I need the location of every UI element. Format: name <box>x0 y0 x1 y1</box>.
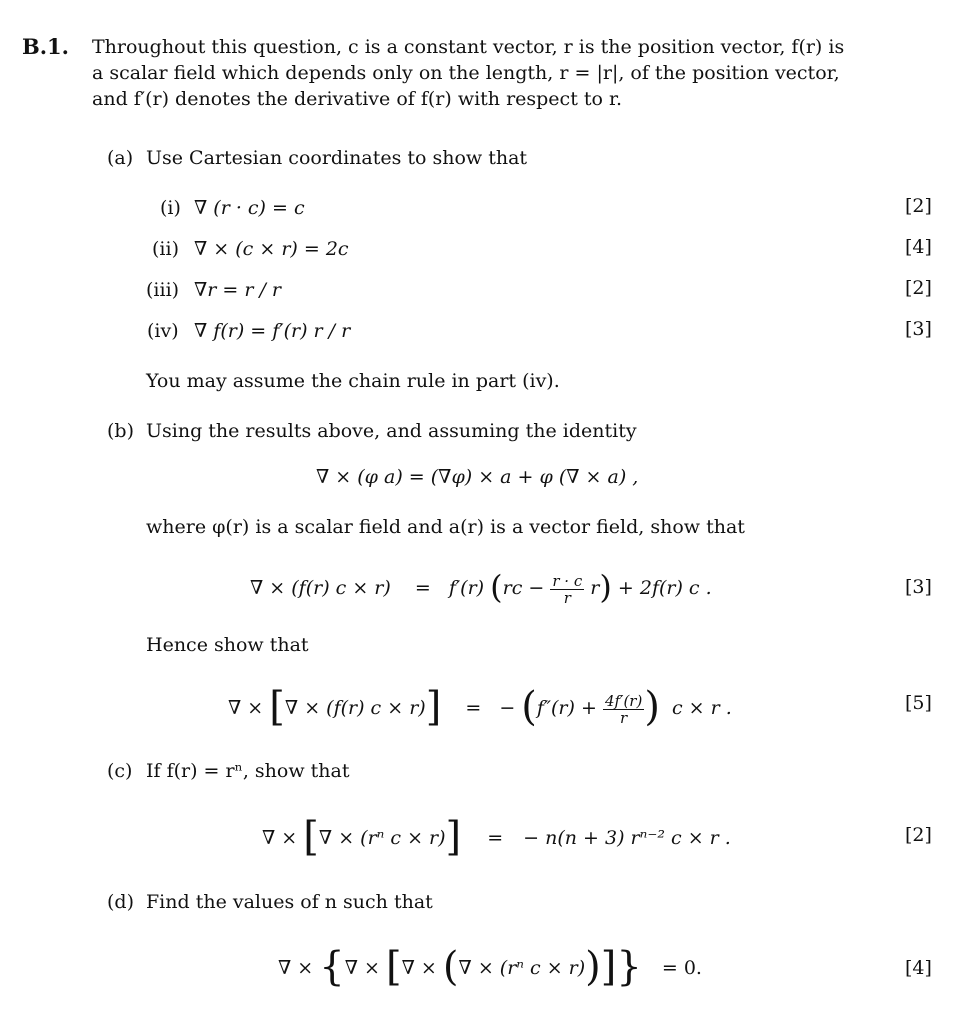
part-b-eq1: ∇ × (f(r) c × r) = f′(r) (rc − $\frac{r \cdot c}{r}$ r) + 2f(r) c . <box>250 568 712 607</box>
part-a-ii-num: (ii) <box>152 238 179 260</box>
part-d-text: Find the values of n such that <box>146 891 433 913</box>
part-b-eq2-frac-num: 4f′(r) <box>604 691 643 710</box>
part-b-label: (b) <box>107 420 134 442</box>
part-a-i-num: (i) <box>160 197 181 219</box>
part-b-hence-text: Hence show that <box>146 634 309 656</box>
part-d-eq: ∇ × {∇ × [∇ × (∇ × (rⁿ c × r))]} = 0. <box>278 944 702 990</box>
part-c-eq-lhs-a: ∇ × <box>262 827 298 849</box>
part-c-eq: ∇ × [∇ × (rⁿ c × r)] = − n(n + 3) rⁿ⁻² c × r . <box>262 814 731 860</box>
part-c-eq-equals: = <box>487 827 504 849</box>
part-a-i-expr: ∇ (r · c) = c <box>194 197 305 219</box>
part-a-i-marks: [2] <box>905 195 932 217</box>
intro-line-1: Throughout this question, c is a constant vector, r is the position vector, f(r) is <box>92 36 845 58</box>
part-b-eq2-lhs-a: ∇ × <box>228 697 264 719</box>
part-d-marks: [4] <box>905 957 932 979</box>
part-a-iii-num: (iii) <box>146 279 180 301</box>
part-a-label: (a) <box>107 147 134 169</box>
part-b-eq1-lhs: ∇ × (f(r) c × r) <box>250 577 391 599</box>
part-b-eq2-rhs-b: f″(r) + <box>536 697 597 719</box>
part-b-eq1-marks: [3] <box>905 576 932 598</box>
part-a-text: Use Cartesian coordinates to show that <box>146 147 528 169</box>
part-b-eq1-rhs-c: r <box>590 577 600 599</box>
part-a-iv-marks: [3] <box>905 318 932 340</box>
part-a-iv-expr: ∇ f(r) = f′(r) r / r <box>194 320 351 342</box>
part-b-eq1-frac-den: r <box>563 588 571 607</box>
question-label: B.1. <box>22 34 69 59</box>
part-b-eq2: ∇ × [∇ × (f(r) c × r)] = − (f″(r) + $\frac{4f'(r)}{r}$ ) c × r . <box>228 684 732 730</box>
part-b-eq2-equals: = <box>465 697 482 719</box>
part-b-eq1-rhs-b: rc − <box>502 577 545 599</box>
part-b-eq2-fraction <box>603 693 644 726</box>
part-a-iv-num: (iv) <box>147 320 179 342</box>
part-b-eq2-rhs-c: c × r . <box>671 697 732 719</box>
part-c-marks: [2] <box>905 824 932 846</box>
part-b-eq1-rhs-d: + 2f(r) c . <box>617 577 712 599</box>
part-b-eq1-rhs-a: f′(r) <box>448 577 485 599</box>
part-a-iii-marks: [2] <box>905 277 932 299</box>
part-c-label: (c) <box>107 760 133 782</box>
part-a-iii-expr: ∇r = r / r <box>194 279 281 301</box>
part-b-eq2-frac-den: r <box>620 708 628 727</box>
part-b-eq2-rhs-a: − <box>499 697 516 719</box>
part-c-eq-lhs-b: ∇ × (rⁿ c × r) <box>318 827 446 849</box>
part-d-label: (d) <box>107 891 134 913</box>
part-d-eq-a: ∇ × <box>278 957 314 979</box>
part-d-eq-d: ∇ × (rⁿ c × r) <box>458 957 586 979</box>
part-b-eq1-frac-num: r · c <box>552 571 583 590</box>
part-a-note: You may assume the chain rule in part (iv). <box>146 370 560 392</box>
intro-line-3: and f′(r) denotes the derivative of f(r) with respect to r. <box>92 88 623 110</box>
intro-line-2: a scalar field which depends only on the length, r = |r|, of the position vector, <box>92 62 840 84</box>
part-a-ii-expr: ∇ × (c × r) = 2c <box>194 238 349 260</box>
part-b-identity: ∇ × (φ a) = (∇φ) × a + φ (∇ × a) , <box>316 466 639 488</box>
part-c-text: If f(r) = rⁿ, show that <box>146 760 350 782</box>
part-b-eq2-marks: [5] <box>905 692 932 714</box>
part-d-eq-equals: = 0. <box>661 957 702 979</box>
part-b-text: Using the results above, and assuming the identity <box>146 420 637 442</box>
part-b-eq1-fraction <box>550 573 584 606</box>
part-c-eq-rhs: − n(n + 3) rⁿ⁻² c × r . <box>523 827 731 849</box>
part-b-eq1-equals: = <box>414 577 431 599</box>
part-b-where-text: where φ(r) is a scalar field and a(r) is a vector field, show that <box>146 516 745 538</box>
part-d-eq-c: ∇ × <box>401 957 437 979</box>
part-b-eq2-lhs-b: ∇ × (f(r) c × r) <box>284 697 426 719</box>
part-a-ii-marks: [4] <box>905 236 932 258</box>
part-d-eq-b: ∇ × <box>344 957 380 979</box>
